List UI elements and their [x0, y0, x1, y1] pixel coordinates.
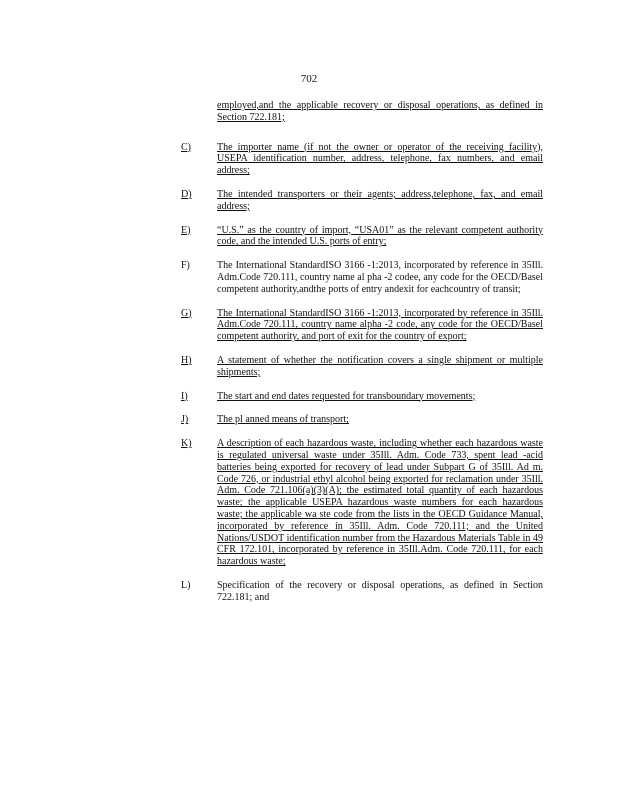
- document-body: [0, 100, 618, 616]
- item-text: A statement of whether the notification covers a single shipment or multiple shipments;: [217, 354, 543, 378]
- item-text: The International StandardISO 3166 -1:2013, incorporated by reference in 35Ill. Adm.Code 720.111, country name al pha -2 codee, any code for the OECD/Basel competent authority,andthe ports of entry andexit for eachcountry of transit;: [217, 260, 543, 295]
- list-item-e: [0, 225, 618, 249]
- list-item-c: [0, 142, 618, 177]
- list-item-l: [0, 580, 618, 604]
- continuation-text: employed,and the applicable recovery or disposal operations, as defined in Section 722.181;: [217, 100, 543, 123]
- item-label: J): [181, 414, 189, 426]
- item-text: Specification of the recovery or disposal operations, as defined in Section 722.181; and: [217, 579, 543, 603]
- page-number: 702: [300, 73, 318, 85]
- item-text: The International StandardISO 3166 -1:2013, incorporated by reference in 35Ill. Adm.Code 720.111, country name alpha -2 code, any code for the OECD/Basel competent authority, and port of exit for the country of export;: [217, 307, 543, 343]
- continuation-paragraph: [0, 100, 618, 124]
- item-label: E): [181, 224, 191, 236]
- item-text: The intended transporters or their agents; address,telephone, fax, and email address;: [217, 188, 543, 212]
- item-text: A description of each hazardous waste, including whether each hazardous waste is regulated universal waste under 35Ill. Adm. Code 733, spent lead -acid batteries being exported for recovery of lead under Subpart G of 35Ill. Ad m. Code 726, or industrial ethyl alcohol being exported for reclamation under 35Ill. Adm. Code 721.106(a)(3)(A); the estimated total quantity of each hazardous waste; the applicable USEPA hazardous waste numbers for each hazardous waste; the applicable wa ste code from the lists in the OECD Guidance Manual, incorporated by reference in 35Ill. Adm. Code 720.111; and the United Nations/USDOT identification number from the Hazardous Materials Table in 49 CFR 172.101, incorporated by reference in 35Ill.Adm. Code 720.111, for each hazardous waste;: [217, 438, 543, 568]
- list-item-k: [0, 438, 618, 568]
- item-label: D): [181, 188, 192, 200]
- item-text: The start and end dates requested for transboundary movements;: [217, 390, 476, 402]
- item-label: H): [181, 354, 192, 366]
- item-text: The pl anned means of transport;: [217, 414, 349, 426]
- list-item-g: [0, 308, 618, 343]
- item-text: “U.S.” as the country of import, “USA01” as the relevant competent authority code, and the intended U.S. ports of entry;: [217, 224, 543, 248]
- item-text: The importer name (if not the owner or operator of the receiving facility), USEPA identification number, address, telephone, fax numbers, and email address;: [217, 141, 543, 177]
- list-item-d: [0, 189, 618, 213]
- item-label: I): [181, 390, 188, 402]
- item-label: F): [181, 260, 190, 272]
- item-label: G): [181, 307, 192, 319]
- item-label: C): [181, 141, 191, 153]
- list-item-h: [0, 355, 618, 379]
- list-item-f: [0, 260, 618, 295]
- list-item-i: [0, 391, 618, 403]
- list-item-j: [0, 414, 618, 426]
- item-label: L): [181, 579, 191, 591]
- item-label: K): [181, 438, 192, 450]
